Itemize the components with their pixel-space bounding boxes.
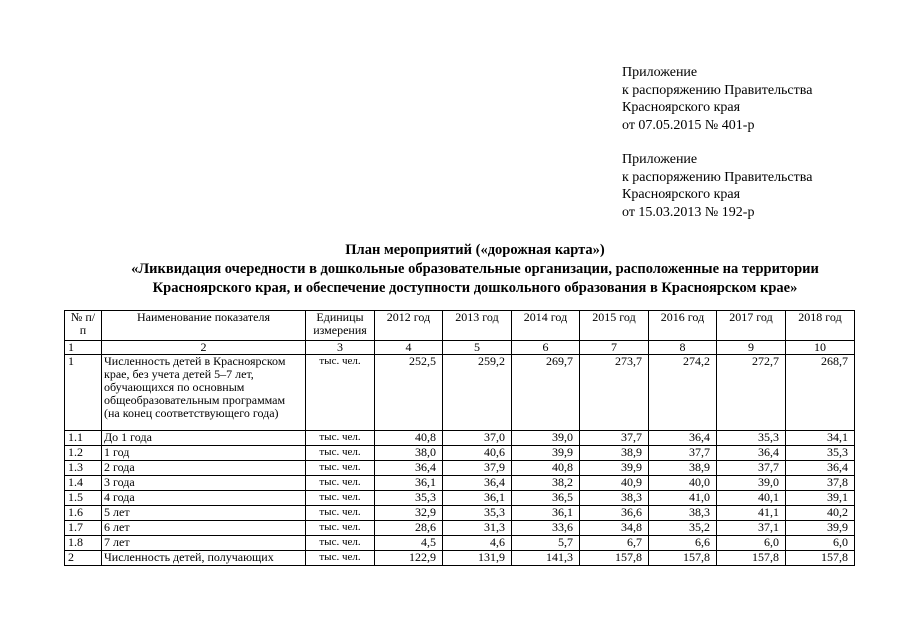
appendix-line: Красноярского края	[622, 100, 741, 115]
value-cell: 40,2	[786, 506, 855, 521]
indicator-name-cell: До 1 года	[102, 431, 306, 446]
value-cell: 39,9	[786, 521, 855, 536]
indicator-name-cell: 3 года	[102, 476, 306, 491]
value-cell: 36,6	[580, 506, 649, 521]
indicator-name-cell: 2 года	[102, 461, 306, 476]
value-cell: 4,6	[443, 536, 512, 551]
value-cell: 37,8	[786, 476, 855, 491]
column-number-cell: 1	[65, 341, 102, 355]
value-cell: 6,7	[580, 536, 649, 551]
value-cell: 37,9	[443, 461, 512, 476]
column-number-cell: 8	[649, 341, 717, 355]
value-cell: 31,3	[443, 521, 512, 536]
value-cell: 157,8	[786, 551, 855, 566]
header-cell: Наименование показателя	[102, 311, 306, 341]
value-cell: 34,1	[786, 431, 855, 446]
value-cell: 36,1	[512, 506, 580, 521]
indicator-name-cell: 4 года	[102, 491, 306, 506]
title-line: План мероприятий («дорожная карта»)	[345, 242, 605, 258]
column-number-cell: 9	[717, 341, 786, 355]
value-cell: 39,1	[786, 491, 855, 506]
column-number-cell: 3	[306, 341, 375, 355]
appendix-note-2	[622, 151, 812, 221]
indicator-name-cell: Численность детей в Красноярском крае, без учета детей 5–7 лет, обучающихся по основным общеобразовательным программам (на конец соответствующего года)	[102, 355, 306, 431]
value-cell: 157,8	[717, 551, 786, 566]
header-cell: № п/п	[65, 311, 102, 341]
row-number-cell: 1.2	[65, 446, 102, 461]
value-cell: 141,3	[512, 551, 580, 566]
row-number-cell: 2	[65, 551, 102, 566]
value-cell: 36,4	[443, 476, 512, 491]
unit-cell: тыс. чел.	[306, 491, 375, 506]
value-cell: 274,2	[649, 355, 717, 431]
value-cell: 40,0	[649, 476, 717, 491]
column-number-cell: 10	[786, 341, 855, 355]
title-line: «Ликвидация очередности в дошкольные образовательные организации, расположенные на территории	[131, 261, 819, 277]
table-header-row	[65, 311, 855, 341]
indicator-name-cell: Численность детей, получающих	[102, 551, 306, 566]
value-cell: 36,4	[375, 461, 443, 476]
header-cell: 2015 год	[580, 311, 649, 341]
unit-cell: тыс. чел.	[306, 446, 375, 461]
value-cell: 36,1	[375, 476, 443, 491]
unit-cell: тыс. чел.	[306, 551, 375, 566]
value-cell: 35,3	[375, 491, 443, 506]
indicator-name-cell: 7 лет	[102, 536, 306, 551]
value-cell: 252,5	[375, 355, 443, 431]
document-title	[60, 241, 890, 298]
value-cell: 28,6	[375, 521, 443, 536]
column-number-cell: 2	[102, 341, 306, 355]
value-cell: 272,7	[717, 355, 786, 431]
table-row	[65, 355, 855, 431]
appendix-line: от 15.03.2013 № 192-р	[622, 204, 755, 220]
value-cell: 157,8	[580, 551, 649, 566]
row-number-cell: 1.6	[65, 506, 102, 521]
table-row	[65, 506, 855, 521]
value-cell: 39,9	[512, 446, 580, 461]
value-cell: 39,0	[512, 431, 580, 446]
value-cell: 37,7	[580, 431, 649, 446]
row-number-cell: 1.4	[65, 476, 102, 491]
value-cell: 38,3	[649, 506, 717, 521]
column-number-cell: 6	[512, 341, 580, 355]
value-cell: 40,8	[375, 431, 443, 446]
appendix-line: от 07.05.2015 № 401-р	[622, 117, 755, 133]
value-cell: 35,2	[649, 521, 717, 536]
value-cell: 36,4	[717, 446, 786, 461]
value-cell: 6,6	[649, 536, 717, 551]
header-cell: Единицы измерения	[306, 311, 375, 341]
indicators-table	[64, 310, 855, 566]
value-cell: 36,1	[443, 491, 512, 506]
value-cell: 37,1	[717, 521, 786, 536]
table-row	[65, 491, 855, 506]
indicator-name-cell: 5 лет	[102, 506, 306, 521]
table-row	[65, 476, 855, 491]
appendix-line: Красноярского края	[622, 187, 741, 202]
value-cell: 35,3	[443, 506, 512, 521]
appendix-line: к распоряжению Правительства	[622, 169, 813, 185]
unit-cell: тыс. чел.	[306, 431, 375, 446]
value-cell: 122,9	[375, 551, 443, 566]
value-cell: 33,6	[512, 521, 580, 536]
row-number-cell: 1.7	[65, 521, 102, 536]
column-number-cell: 4	[375, 341, 443, 355]
value-cell: 4,5	[375, 536, 443, 551]
unit-cell: тыс. чел.	[306, 506, 375, 521]
value-cell: 38,9	[580, 446, 649, 461]
table-row	[65, 431, 855, 446]
value-cell: 37,0	[443, 431, 512, 446]
value-cell: 40,6	[443, 446, 512, 461]
row-number-cell: 1.5	[65, 491, 102, 506]
value-cell: 157,8	[649, 551, 717, 566]
value-cell: 5,7	[512, 536, 580, 551]
unit-cell: тыс. чел.	[306, 355, 375, 431]
header-cell: 2016 год	[649, 311, 717, 341]
value-cell: 40,9	[580, 476, 649, 491]
indicator-name-cell: 1 год	[102, 446, 306, 461]
value-cell: 269,7	[512, 355, 580, 431]
column-number-cell: 7	[580, 341, 649, 355]
unit-cell: тыс. чел.	[306, 521, 375, 536]
unit-cell: тыс. чел.	[306, 461, 375, 476]
value-cell: 32,9	[375, 506, 443, 521]
appendix-note-1	[622, 64, 812, 134]
header-cell: 2013 год	[443, 311, 512, 341]
value-cell: 38,0	[375, 446, 443, 461]
table-body	[65, 355, 855, 566]
value-cell: 6,0	[717, 536, 786, 551]
value-cell: 39,0	[717, 476, 786, 491]
table-row	[65, 551, 855, 566]
row-number-cell: 1.3	[65, 461, 102, 476]
appendix-line: Приложение	[622, 152, 698, 167]
header-cell: 2018 год	[786, 311, 855, 341]
title-line: Красноярского края, и обеспечение доступности дошкольного образования в Красноярском крае»	[152, 280, 798, 296]
table-row	[65, 521, 855, 536]
appendix-line: к распоряжению Правительства	[622, 82, 813, 98]
row-number-cell: 1	[65, 355, 102, 431]
value-cell: 38,9	[649, 461, 717, 476]
table-row	[65, 461, 855, 476]
value-cell: 38,2	[512, 476, 580, 491]
header-cell: 2012 год	[375, 311, 443, 341]
value-cell: 37,7	[649, 446, 717, 461]
column-number-cell: 5	[443, 341, 512, 355]
unit-cell: тыс. чел.	[306, 536, 375, 551]
row-number-cell: 1.1	[65, 431, 102, 446]
value-cell: 40,8	[512, 461, 580, 476]
value-cell: 41,1	[717, 506, 786, 521]
appendix-line: Приложение	[622, 65, 698, 80]
header-cell: 2017 год	[717, 311, 786, 341]
table-row	[65, 446, 855, 461]
row-number-cell: 1.8	[65, 536, 102, 551]
value-cell: 35,3	[717, 431, 786, 446]
value-cell: 39,9	[580, 461, 649, 476]
unit-cell: тыс. чел.	[306, 476, 375, 491]
value-cell: 36,4	[786, 461, 855, 476]
value-cell: 259,2	[443, 355, 512, 431]
value-cell: 273,7	[580, 355, 649, 431]
value-cell: 40,1	[717, 491, 786, 506]
value-cell: 38,3	[580, 491, 649, 506]
table-row	[65, 536, 855, 551]
value-cell: 131,9	[443, 551, 512, 566]
header-cell: 2014 год	[512, 311, 580, 341]
value-cell: 268,7	[786, 355, 855, 431]
value-cell: 41,0	[649, 491, 717, 506]
value-cell: 36,4	[649, 431, 717, 446]
value-cell: 36,5	[512, 491, 580, 506]
value-cell: 34,8	[580, 521, 649, 536]
value-cell: 37,7	[717, 461, 786, 476]
value-cell: 35,3	[786, 446, 855, 461]
value-cell: 6,0	[786, 536, 855, 551]
indicator-name-cell: 6 лет	[102, 521, 306, 536]
column-number-row	[65, 341, 855, 355]
